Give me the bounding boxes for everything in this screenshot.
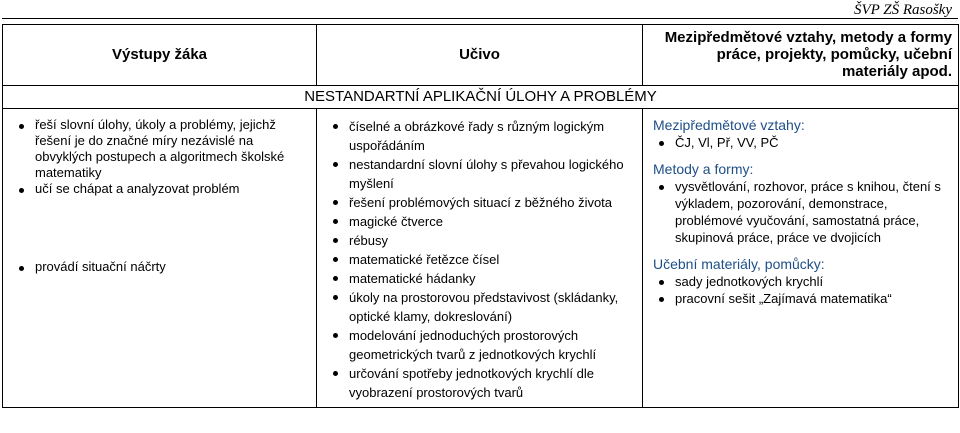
outputs-list-2 — [13, 259, 308, 275]
curriculum-list — [327, 117, 634, 402]
methods-title: Metody a formy: — [653, 161, 754, 177]
list-item: řešení problémových situací z běžného života — [327, 193, 634, 212]
list-item: ČJ, Vl, Př, VV, PČ — [653, 134, 950, 151]
column-header-row — [3, 25, 959, 86]
materials-title: Učební materiály, pomůcky: — [653, 256, 825, 272]
list-item: úkoly na prostorovou představivost (skládanky, optické klamy, dokreslování) — [327, 288, 634, 326]
section-title: NESTANDARTNÍ APLIKAČNÍ ÚLOHY A PROBLÉMY — [3, 86, 959, 109]
list-item: učí se chápat a analyzovat problém — [13, 181, 308, 197]
methods-list — [653, 178, 950, 246]
curriculum-cell — [317, 109, 643, 408]
header-rule — [2, 18, 958, 19]
column-header-outputs: Výstupy žáka — [3, 25, 317, 86]
list-item: nestandardní slovní úlohy s převahou logického myšlení — [327, 155, 634, 193]
section-title-row — [3, 86, 959, 109]
column-header-curriculum: Učivo — [317, 25, 643, 86]
outputs-list — [13, 117, 308, 197]
interdisciplinary-title: Mezipředmětové vztahy: — [653, 117, 805, 133]
list-item: řeší slovní úlohy, úkoly a problémy, jejichž řešení je do značné míry nezávislé na obvyklých postupech a algoritmech školské matematiky — [13, 117, 308, 181]
school-header: ŠVP ZŠ Rasošky — [853, 2, 952, 18]
outputs-cell — [3, 109, 317, 408]
relations-cell — [643, 109, 959, 408]
content-row — [3, 109, 959, 408]
list-item: magické čtverce — [327, 212, 634, 231]
list-item: provádí situační náčrty — [13, 259, 308, 275]
list-item: rébusy — [327, 231, 634, 250]
list-item: modelování jednoduchých prostorových geometrických tvarů z jednotkových krychlí — [327, 326, 634, 364]
list-item: sady jednotkových krychlí — [653, 273, 950, 290]
list-item: pracovní sešit „Zajímavá matematika“ — [653, 290, 950, 307]
list-item: matematické hádanky — [327, 269, 634, 288]
list-item: určování spotřeby jednotkových krychlí dle vyobrazení prostorových tvarů — [327, 364, 634, 402]
column-header-relations: Mezipředmětové vztahy, metody a formy práce, projekty, pomůcky, učební materiály apod. — [643, 25, 959, 86]
list-item: číselné a obrázkové řady s různým logickým uspořádáním — [327, 117, 634, 155]
interdisciplinary-list — [653, 134, 950, 151]
list-item: vysvětlování, rozhovor, práce s knihou, čtení s výkladem, pozorování, demonstrace, problémové vyučování, samostatná práce, skupinová práce, práce ve dvojicích — [653, 178, 950, 246]
materials-list — [653, 273, 950, 307]
curriculum-table — [2, 24, 959, 408]
list-item: matematické řetězce čísel — [327, 250, 634, 269]
